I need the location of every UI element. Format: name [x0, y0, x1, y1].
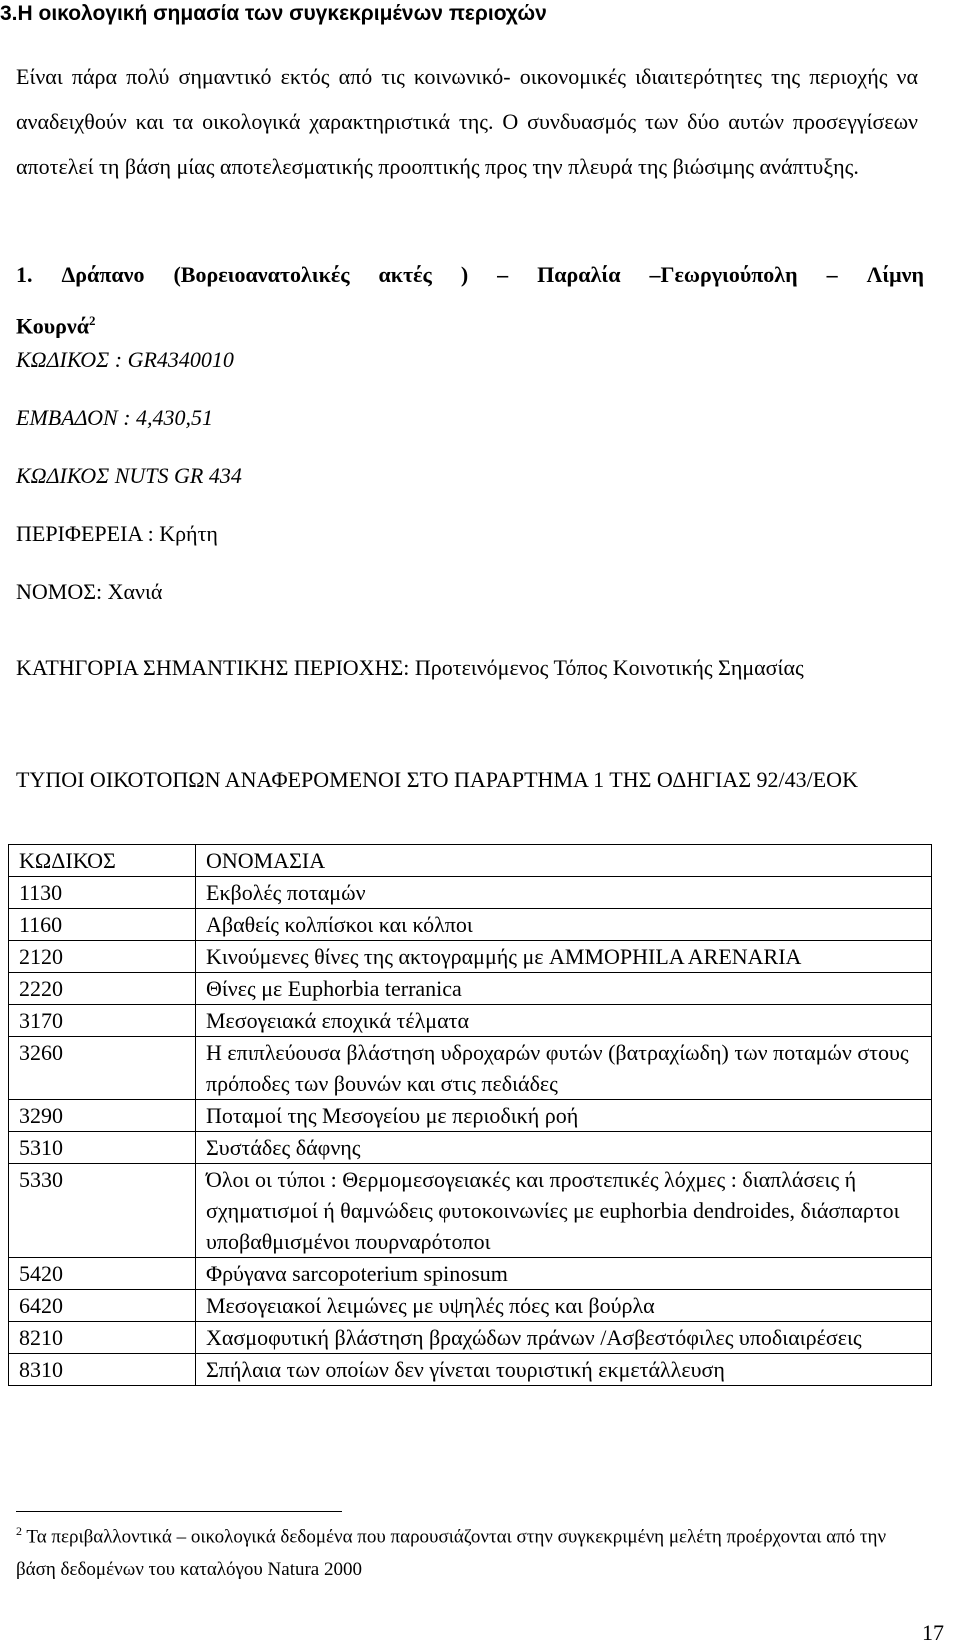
table-row: [9, 1037, 932, 1100]
site-area: ΕΜΒΑΔΟΝ : 4,430,51: [16, 405, 214, 430]
footnote: [16, 1515, 916, 1586]
section-heading: 3.Η οικολογική σημασία των συγκεκριμένων περιοχών: [0, 2, 547, 25]
table-row: [9, 1322, 932, 1354]
table-row: [9, 1258, 932, 1290]
site-title-word: ): [460, 262, 469, 287]
habitat-name: Κινούμενες θίνες της ακτογραμμής με AMMOPHILA ARENARIA: [196, 941, 932, 973]
habitat-code: 1160: [9, 909, 196, 941]
site-code: ΚΩΔΙΚΟΣ : GR4340010: [16, 347, 234, 372]
table-header-row: [9, 845, 932, 877]
site-title-word: –: [826, 262, 838, 287]
habitat-name: Σπήλαια των οποίων δεν γίνεται τουριστική εκμετάλλευση: [196, 1354, 932, 1386]
habitat-name: Χασμοφυτική βλάστηση βραχώδων πράνων /Ασβεστόφιλες υποδιαιρέσεις: [196, 1322, 932, 1354]
site-region: ΠΕΡΙΦΕΡΕΙΑ : Κρήτη: [16, 521, 218, 546]
site-prefecture: ΝΟΜΟΣ: Χανιά: [16, 579, 163, 604]
footnote-text: Τα περιβαλλοντικά – οικολογικά δεδομένα που παρουσιάζονται στην συγκεκριμένη μελέτη προέρχονται από την βάση δεδομένων του καταλόγου Natura 2000: [16, 1526, 887, 1581]
habitat-name: Ποταμοί της Μεσογείου με περιοδική ροή: [196, 1100, 932, 1132]
habitat-table: [8, 844, 932, 1386]
habitat-name: Θίνες με Euphorbia terranica: [196, 973, 932, 1005]
habitat-code: 3290: [9, 1100, 196, 1132]
habitat-code: 3260: [9, 1037, 196, 1100]
habitat-code: 3170: [9, 1005, 196, 1037]
site-category: ΚΑΤΗΓΟΡΙΑ ΣΗΜΑΝΤΙΚΗΣ ΠΕΡΙΟΧΗΣ: Προτεινόμενος Τόπος Κοινοτικής Σημασίας: [16, 655, 804, 680]
header-name: ΟΝΟΜΑΣΙΑ: [196, 845, 932, 877]
footnote-number: 2: [16, 1524, 22, 1538]
habitat-name: Η επιπλεύουσα βλάστηση υδροχαρών φυτών (βατραχίωδη) των ποταμών στους πρόποδες των βουνών και στις πεδιάδες: [196, 1037, 932, 1100]
site-title-word: ακτές: [378, 262, 432, 287]
habitat-name: Φρύγανα sarcopoterium spinosum: [196, 1258, 932, 1290]
site-title-word: 1.: [16, 262, 33, 287]
footnote-divider: [16, 1511, 342, 1512]
habitat-name: Όλοι οι τύποι : Θερμομεσογειακές και προστεπικές λόχμες : διαπλάσεις ή σχηματισμοί ή θαμνώδεις φυτοκοινωνίες με euphorbia dendroides, διάσπαρτοι υποβαθμισμένοι πουρναρότοποι: [196, 1164, 932, 1258]
site-title-line-2: [16, 298, 924, 349]
header-code: ΚΩΔΙΚΟΣ: [9, 845, 196, 877]
footnote-ref[interactable]: 2: [89, 313, 96, 328]
site-title: [16, 252, 924, 349]
habitat-name: Αβαθείς κολπίσκοι και κόλποι: [196, 909, 932, 941]
habitat-code: 1130: [9, 877, 196, 909]
habitat-name: Συστάδες δάφνης: [196, 1132, 932, 1164]
table-row: [9, 909, 932, 941]
site-title-word: Λίμνη: [866, 262, 924, 287]
table-row: [9, 1005, 932, 1037]
table-row: [9, 973, 932, 1005]
table-row: [9, 877, 932, 909]
habitat-name: Μεσογειακοί λειμώνες με υψηλές πόες και βούρλα: [196, 1290, 932, 1322]
site-title-word: –: [497, 262, 509, 287]
table-row: [9, 941, 932, 973]
habitat-name: Μεσογειακά εποχικά τέλματα: [196, 1005, 932, 1037]
site-title-word: Δράπανο: [61, 262, 145, 287]
habitat-code: 2120: [9, 941, 196, 973]
table-row: [9, 1354, 932, 1386]
site-title-line-1: [16, 252, 924, 298]
site-title-name: Κουρνά: [16, 313, 89, 339]
table-row: [9, 1290, 932, 1322]
intro-paragraph: Είναι πάρα πολύ σημαντικό εκτός από τις κοινωνικό- οικονομικές ιδιαιτερότητες της περιοχής να αναδειχθούν και τα οικολογικά χαρακτηριστικά της. Ο συνδυασμός των δύο αυτών προσεγγίσεων αποτελεί τη βάση μίας αποτελεσματικής προοπτικής προς την πλευρά της βιώσιμης ανάπτυξης.: [16, 64, 918, 179]
habitat-code: 8210: [9, 1322, 196, 1354]
site-title-word: (Βορειοανατολικές: [173, 262, 350, 287]
table-row: [9, 1132, 932, 1164]
habitat-code: 5330: [9, 1164, 196, 1258]
habitat-code: 5310: [9, 1132, 196, 1164]
habitat-types-label: ΤΥΠΟΙ ΟΙΚΟΤΟΠΩΝ ΑΝΑΦΕΡΟΜΕΝΟΙ ΣΤΟ ΠΑΡΑΡΤΗΜΑ 1 ΤΗΣ ΟΔΗΓΙΑΣ 92/43/ΕΟΚ: [16, 767, 858, 792]
habitat-name: Εκβολές ποταμών: [196, 877, 932, 909]
site-nuts-code: ΚΩΔΙΚΟΣ NUTS GR 434: [16, 463, 242, 488]
habitat-code: 5420: [9, 1258, 196, 1290]
table-row: [9, 1164, 932, 1258]
habitat-code: 8310: [9, 1354, 196, 1386]
page-number: 17: [922, 1620, 944, 1645]
site-title-word: Παραλία: [537, 262, 621, 287]
site-title-word: –Γεωργιούπολη: [649, 262, 798, 287]
habitat-code: 2220: [9, 973, 196, 1005]
table-row: [9, 1100, 932, 1132]
habitat-code: 6420: [9, 1290, 196, 1322]
